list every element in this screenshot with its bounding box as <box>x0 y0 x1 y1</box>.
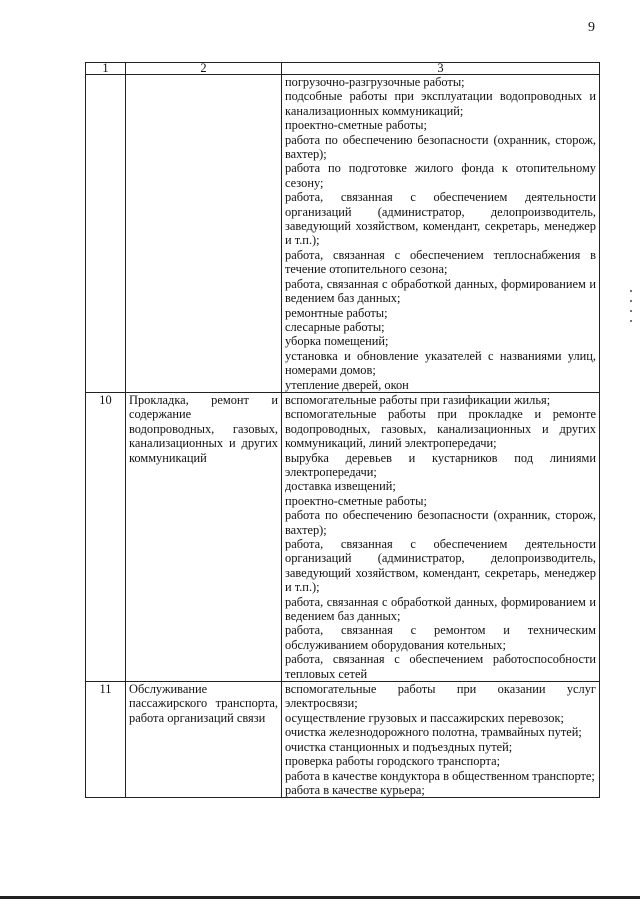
table-row <box>86 682 600 798</box>
work-type-item: проектно-сметные работы; <box>285 118 427 133</box>
work-type-item: работа, связанная с обработкой данных, формированием и ведением баз данных; <box>285 276 596 306</box>
header-col-2: 2 <box>126 63 282 75</box>
work-type-item: работа в качестве курьера; <box>285 782 425 797</box>
work-type-item: проектно-сметные работы; <box>285 493 427 508</box>
scan-artifacts <box>630 290 632 360</box>
work-type-item: подсобные работы при эксплуатации водопроводных и канализационных коммуникаций; <box>285 89 596 118</box>
activity-name: Обслуживание пассажирского транспорта, работа организаций связи <box>126 682 282 798</box>
work-type-item: очистка станционных и подъездных путей; <box>285 739 513 754</box>
works-table <box>85 62 600 798</box>
work-type-item: работа по обеспечению безопасности (охранник, сторож, вахтер); <box>285 132 596 162</box>
work-types-cell <box>282 682 600 798</box>
work-type-item: доставка извещений; <box>285 479 396 494</box>
work-type-item: установка и обновление указателей с названиями улиц, номерами домов; <box>285 348 596 378</box>
row-number: 11 <box>86 682 126 798</box>
header-col-1: 1 <box>86 63 126 75</box>
work-type-item: проверка работы городского транспорта; <box>285 754 501 769</box>
work-type-item: вспомогательные работы при оказании услуг электросвязи; <box>285 682 596 711</box>
table-row <box>86 392 600 681</box>
page-number: 9 <box>588 20 595 35</box>
work-type-item: работа по обеспечению безопасности (охранник, сторож, вахтер); <box>285 508 596 537</box>
work-type-item: вспомогательные работы при газификации жилья; <box>285 392 551 407</box>
activity-name: Прокладка, ремонт и содержание водопроводных, газовых, канализационных и других коммуникаций <box>126 392 282 681</box>
work-type-item: работа, связанная с обеспечением деятельности организаций (администратор, делопроизводитель, заведующий хозяйством, комендант, секретарь, менеджер и т.п.); <box>285 537 596 595</box>
work-type-item: уборка помещений; <box>285 334 389 349</box>
row-number <box>86 75 126 393</box>
work-type-item: вспомогательные работы при прокладке и ремонте водопроводных, газовых, канализационных и других коммуникаций, линий электропередачи; <box>285 407 596 451</box>
work-type-item: очистка железнодорожного полотна, трамвайных путей; <box>285 725 582 740</box>
header-col-3: 3 <box>282 63 600 75</box>
work-type-item: осуществление грузовых и пассажирских перевозок; <box>285 710 564 725</box>
work-type-item: работа, связанная с обеспечением теплоснабжения в течение отопительного сезона; <box>285 247 596 277</box>
work-type-item: работа, связанная с обработкой данных, формированием и ведением баз данных; <box>285 594 596 624</box>
work-types-cell <box>282 392 600 681</box>
work-type-item: работа, связанная с ремонтом и техническим обслуживанием оборудования котельных; <box>285 623 596 652</box>
work-type-item: работа в качестве кондуктора в общественном транспорте; <box>285 768 595 783</box>
work-type-item: работа по подготовке жилого фонда к отопительному сезону; <box>285 161 596 190</box>
work-type-item: утепление дверей, окон <box>285 377 409 392</box>
table-header-row <box>86 63 600 75</box>
activity-name <box>126 75 282 393</box>
work-type-item: ремонтные работы; <box>285 305 388 320</box>
work-type-item: работа, связанная с обеспечением деятельности организаций (администратор, делопроизводитель, заведующий хозяйством, комендант, секретарь, менеджер и т.п.); <box>285 190 596 248</box>
work-type-item: вырубка деревьев и кустарников под линиями электропередачи; <box>285 450 596 479</box>
work-type-item: работа, связанная с обеспечением работоспособности тепловых сетей <box>285 652 596 681</box>
table-row <box>86 75 600 393</box>
page-bottom-edge <box>0 896 640 899</box>
work-type-item: слесарные работы; <box>285 319 385 334</box>
work-types-cell <box>282 75 600 393</box>
row-number: 10 <box>86 392 126 681</box>
work-type-item: погрузочно-разгрузочные работы; <box>285 75 465 89</box>
